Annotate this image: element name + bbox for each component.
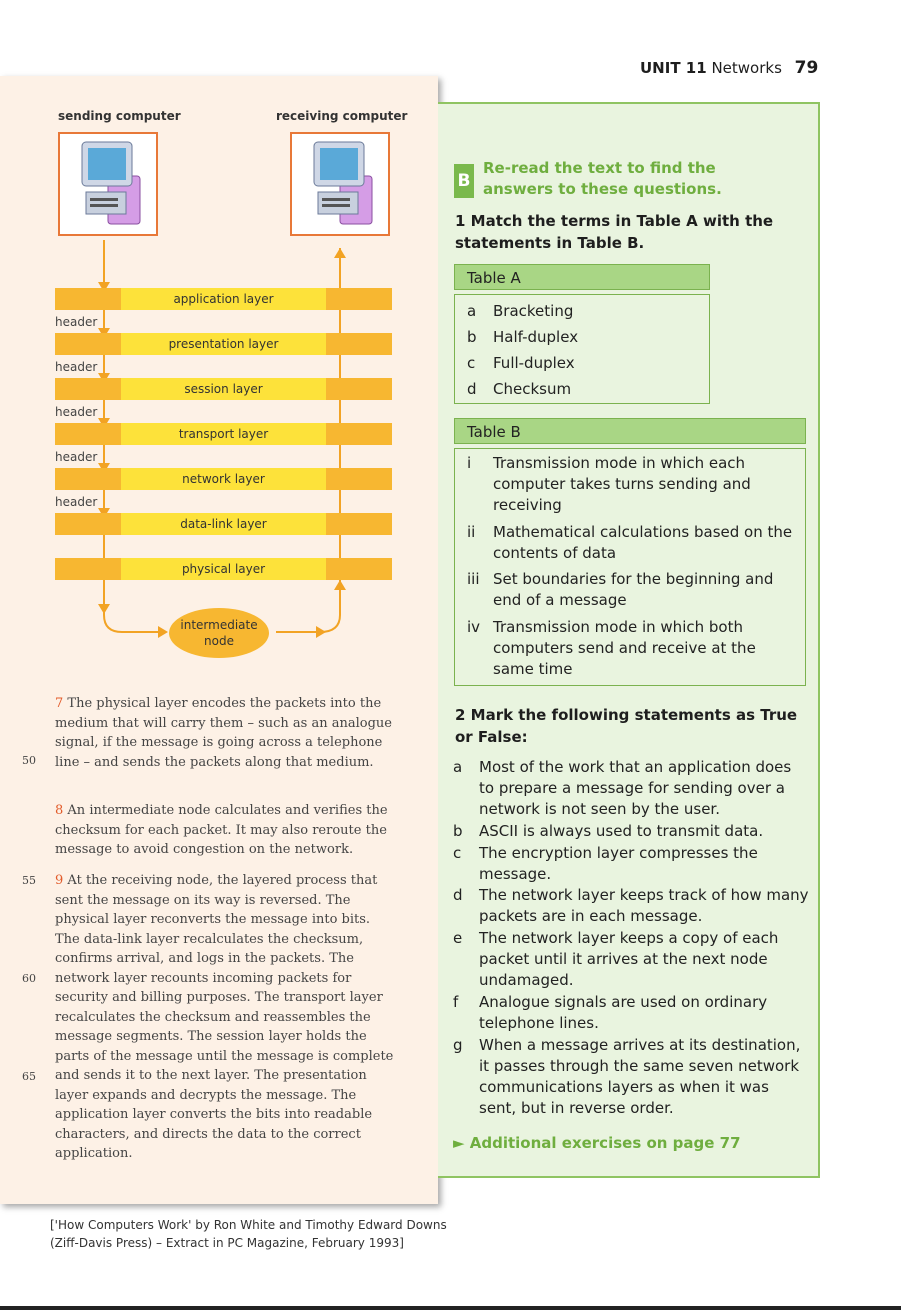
paragraph-text: An intermediate node calculates and verifies the checksum for each packet. It may also reroute the message to avoid congestion on the network. [55,803,388,857]
layer-transport [55,423,392,445]
intermediate-node [169,608,269,658]
row-key: ii [467,523,476,541]
paragraph-8 [55,801,395,860]
table-a-body [454,294,710,404]
row-text: Mathematical calculations based on the contents of data [493,523,793,562]
layer-label: presentation layer [121,333,326,355]
header-label: header [55,495,98,509]
unit-label: UNIT 11 [640,59,707,77]
layer-network [55,468,392,490]
statement-key: b [453,822,463,840]
layer-label: application layer [121,288,326,310]
header-label: header [55,450,98,464]
paragraph-number: 7 [55,696,64,711]
layer-label: session layer [121,378,326,400]
row-text: Half-duplex [493,328,579,346]
exercise-title: Re-read the text to find the answers to these questions. [483,159,722,198]
header-label: header [55,405,98,419]
row-key: d [467,380,477,398]
statement-key: c [453,844,462,862]
layer-label: data-link layer [121,513,326,535]
line-number: 50 [22,754,36,767]
paragraph-text: The physical layer encodes the packets into the medium that will carry them – such as an analogue signal, if the message is going across a telephone line – and sends the packets along that medium. [55,696,392,770]
row-text: Full-duplex [493,354,575,372]
statement-text: The network layer keeps track of how many packets are in each message. [479,886,809,925]
line-number: 65 [22,1070,36,1083]
statement-text: The encryption layer compresses the message. [479,844,758,883]
question-2: 2 Mark the following statements as True or False: [455,706,798,746]
table-b-header: Table B [454,418,806,444]
statement-text: Most of the work that an application does to prepare a message for sending over a network is not seen by the user. [479,758,792,818]
line-number: 55 [22,874,36,887]
layer-label: transport layer [121,423,326,445]
layer-session [55,378,392,400]
statement-key: a [453,758,463,776]
row-text: Bracketing [493,302,574,320]
question-1: 1 Match the terms in Table A with the statements in Table B. [455,212,774,252]
table-a-header: Table A [454,264,710,290]
statement-key: g [453,1036,463,1054]
layer-label: physical layer [121,558,326,580]
header-label: header [55,360,98,374]
page-number: 79 [794,58,819,78]
row-text: Checksum [493,380,572,398]
paragraph-9 [55,871,395,1164]
row-key: a [467,302,477,320]
header-label: header [55,315,98,329]
layer-presentation [55,333,392,355]
statement-text: ASCII is always used to transmit data. [479,822,764,840]
paragraph-7 [55,694,395,772]
page-bottom-rule [0,1306,901,1310]
statement-key: e [453,929,463,947]
layer-data-link [55,513,392,535]
citation: ['How Computers Work' by Ron White and Timothy Edward Downs (Ziff-Davis Press) – Extract in PC Magazine, February 1993] [50,1218,447,1250]
line-number: 60 [22,972,36,985]
row-text: Set boundaries for the beginning and end of a message [493,570,774,609]
statement-text: Analogue signals are used on ordinary telephone lines. [479,993,768,1032]
additional-exercises-link[interactable]: ► Additional exercises on page 77 [453,1134,741,1152]
statement-key: f [453,993,459,1011]
table-b-body [454,448,806,686]
unit-section: Networks [711,59,782,77]
layer-application [55,288,392,310]
section-badge: B [454,164,474,198]
statement-text: When a message arrives at its destination, it passes through the same seven network communications layers as when it was sent, but in reverse order. [479,1036,801,1117]
row-key: b [467,328,477,346]
row-key: iv [467,618,481,636]
layer-physical [55,558,392,580]
row-key: i [467,454,472,472]
paragraph-number: 9 [55,873,64,888]
layer-label: network layer [121,468,326,490]
sending-computer-label: sending computer [58,109,181,123]
statement-text: The network layer keeps a copy of each packet until it arrives at the next node undamaged. [479,929,779,989]
row-text: Transmission mode in which each computer takes turns sending and receiving [493,454,751,514]
statement-key: d [453,886,463,904]
node-label: intermediate node [180,618,258,648]
paragraph-number: 8 [55,803,64,818]
row-key: iii [467,570,480,588]
receiving-computer-label: receiving computer [276,109,408,123]
row-key: c [467,354,476,372]
row-text: Transmission mode in which both computers send and receive at the same time [493,618,756,678]
paragraph-text: At the receiving node, the layered process that sent the message on its way is reversed. The physical layer reconverts the message into bits. The data-link layer recalculates the checksum, confirms arrival, and logs in the packets. The network layer recounts incoming packets for security and billing purposes. The transport layer recalculates the checksum and reassembles the message segments. The session layer holds the parts of the message until the message is complete and sends it to the next layer. The presentation layer expands and decrypts the message. The application layer converts the bits into readable characters, and directs the data to the correct application. [55,873,394,1161]
unit-header [640,58,818,78]
